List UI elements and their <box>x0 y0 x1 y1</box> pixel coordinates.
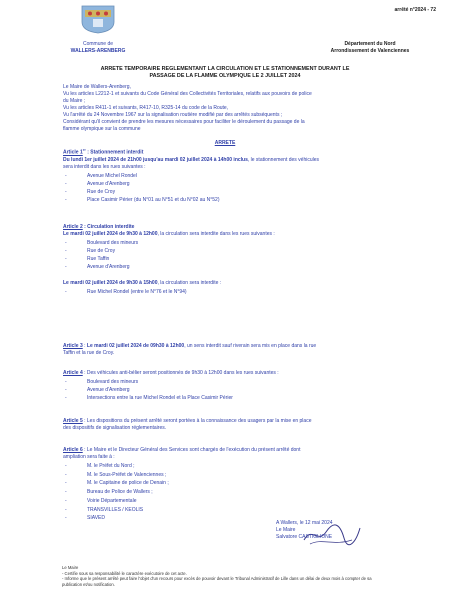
article-4 <box>63 370 435 402</box>
commune-label: Commune de <box>82 41 113 47</box>
list-item: - Rue Michel Rondel (entre le N°76 et le N°94) <box>87 288 435 296</box>
commune-crest-logo <box>76 4 120 34</box>
article-5 <box>63 418 435 432</box>
list-item: - Avenue d'Arenberg <box>87 263 435 271</box>
arrete-number: arrêté n°2024 - 72 <box>394 7 436 13</box>
article-1-heading: Article 1 <box>63 149 83 156</box>
list-item: - Rue de Croy <box>87 247 435 255</box>
list-item: - M. le Sous-Préfet de Valenciennes ; <box>87 471 435 480</box>
article-5-heading: Article 5 <box>63 418 83 424</box>
preamble-line: Le Maire de Wallers-Arenberg, <box>63 84 131 90</box>
footer-line: - Informe que le présent arrêté peut faire l'objet d'un recours pour excès de pouvoir devant le Tribunal Administratif de Lille dans un délai de deux mois à compter de sa <box>62 576 372 582</box>
article-1-title: : Stationnement interdit <box>85 149 144 156</box>
signature-block <box>276 520 426 541</box>
preamble-line: Considérant qu'il convient de prendre les mesures nécessaires pour faciliter le déroulement du passage de la <box>63 119 305 125</box>
article-3-text: , un sens interdit sauf riverain sera mis en place dans la rue <box>184 343 317 349</box>
article-6-text: : Le Maire et le Directeur Général des Services sont chargés de l'exécution du présent arrêté dont <box>82 447 301 453</box>
list-item: - M. le Capitaine de police de Denain ; <box>87 479 435 488</box>
list-item: - Intersections entre la rue Michel Rondel et la Place Casimir Périer <box>87 394 435 402</box>
list-item: - SIAVED <box>87 514 435 523</box>
article-2-period: Le mardi 02 juillet 2024 de 9h30 à 12h00 <box>63 231 158 237</box>
list-item: - Boulevard des mineurs <box>87 378 435 386</box>
signature-name: Salvatore CASTIGLIONE <box>276 534 333 540</box>
article-3 <box>63 343 435 357</box>
article-1-sup: er <box>82 148 86 152</box>
list-item: - M. le Préfet du Nord ; <box>87 462 435 471</box>
article-5-text: : Les dispositions du présent arrêté seront portées à la connaissance des usagers par la mise en place <box>82 418 312 424</box>
preamble-line: flamme olympique sur la commune <box>63 126 141 132</box>
preamble <box>63 84 435 133</box>
article-1-text: , le stationnement des véhicules <box>247 156 320 163</box>
article-2-title: : Circulation interdite <box>82 224 135 230</box>
signature-role: Le Maire <box>276 527 296 533</box>
list-item: - Rue Taffin <box>87 255 435 263</box>
preamble-line: Vu l'arrêté du 24 Novembre 1967 sur la signalisation routière modifié par des arrêtés subséquents ; <box>63 112 283 118</box>
article-2 <box>63 224 435 296</box>
arrondissement: Arrondissement de Valenciennes <box>330 48 410 54</box>
article-6 <box>63 447 435 523</box>
title-line-2: PASSAGE DE LA FLAMME OLYMPIQUE LE 2 JUILLET 2024 <box>149 73 301 80</box>
article-5-text-2: des dispositifs de signalisation réglementaires. <box>63 425 167 431</box>
list-item: - Bureau de Police de Wallers ; <box>87 488 435 497</box>
article-1 <box>63 147 435 204</box>
title-line-1: ARRETE TEMPORAIRE REGLEMENTANT LA CIRCULATION ET LE STATIONNEMENT DURANT LE <box>100 66 350 72</box>
list-item: - Voirie Départementale <box>87 497 435 506</box>
article-4-text: : Des véhicules anti-bélier seront positionnés de 9h30 à 12h00 dans les rues suivantes : <box>82 370 279 376</box>
article-3-text-2: Taffin et la rue de Croy. <box>63 350 115 356</box>
list-item: - TRANSVILLES / KEOLIS <box>87 506 435 515</box>
preamble-line: du Maire ; <box>63 98 86 104</box>
commune-name: WALLERS-ARENBERG <box>70 48 126 54</box>
list-item: - Avenue Michel Rondel <box>87 172 435 180</box>
footer <box>62 565 438 587</box>
article-6-text-2: ampliation sera faite à : <box>63 454 115 460</box>
article-1-period: Du lundi 1er juillet 2024 de 21h00 jusqu'au mardi 02 juillet 2024 à 14h00 inclus <box>63 156 248 163</box>
article-3-heading: Article 3 <box>63 343 83 349</box>
signature-place-date: A Wallers, le 12 mai 2024 <box>276 520 333 526</box>
arrete-heading: ARRETE <box>214 140 236 146</box>
article-2-period-2: Le mardi 02 juillet 2024 de 9h30 à 15h00 <box>63 280 158 286</box>
article-6-heading: Article 6 <box>63 447 83 453</box>
list-item: - Rue de Croy <box>87 188 435 196</box>
article-4-heading: Article 4 <box>63 370 83 376</box>
footer-line: - Certifie sous sa responsabilité le caractère exécutoire de cet acte. <box>62 570 187 576</box>
footer-line: publication et/ou notification. <box>62 581 115 587</box>
article-2-heading: Article 2 <box>63 224 83 230</box>
article-2-text-2: , la circulation sera interdite : <box>157 280 222 286</box>
preamble-line: Vu les articles L2212-1 et suivants du Code Général des Collectivités Territoriales, relatifs aux pouvoirs de police <box>63 91 312 97</box>
list-item: - Boulevard des mineurs <box>87 239 435 247</box>
list-item: - Place Casimir Périer (du N°01 au N°51 et du N°02 au N°52) <box>87 196 435 204</box>
article-1-text-2: sera interdit dans les rues suivantes : <box>63 163 146 170</box>
footer-label: Le Maire <box>62 565 79 570</box>
list-item: - Avenue d'Arenberg <box>87 386 435 394</box>
preamble-line: Vu les articles R411-1 et suivants, R417-10, R325-14 du code de la Route, <box>63 105 229 111</box>
list-item: - Avenue d'Arenberg <box>87 180 435 188</box>
article-3-period: Le mardi 02 juillet 2024 de 09h30 à 12h00 <box>86 343 185 349</box>
department: Département du Nord <box>344 41 396 47</box>
article-3-sep: : <box>82 343 87 349</box>
article-2-text: , la circulation sera interdite dans les rues suivantes : <box>157 231 275 237</box>
document-title <box>40 66 410 81</box>
